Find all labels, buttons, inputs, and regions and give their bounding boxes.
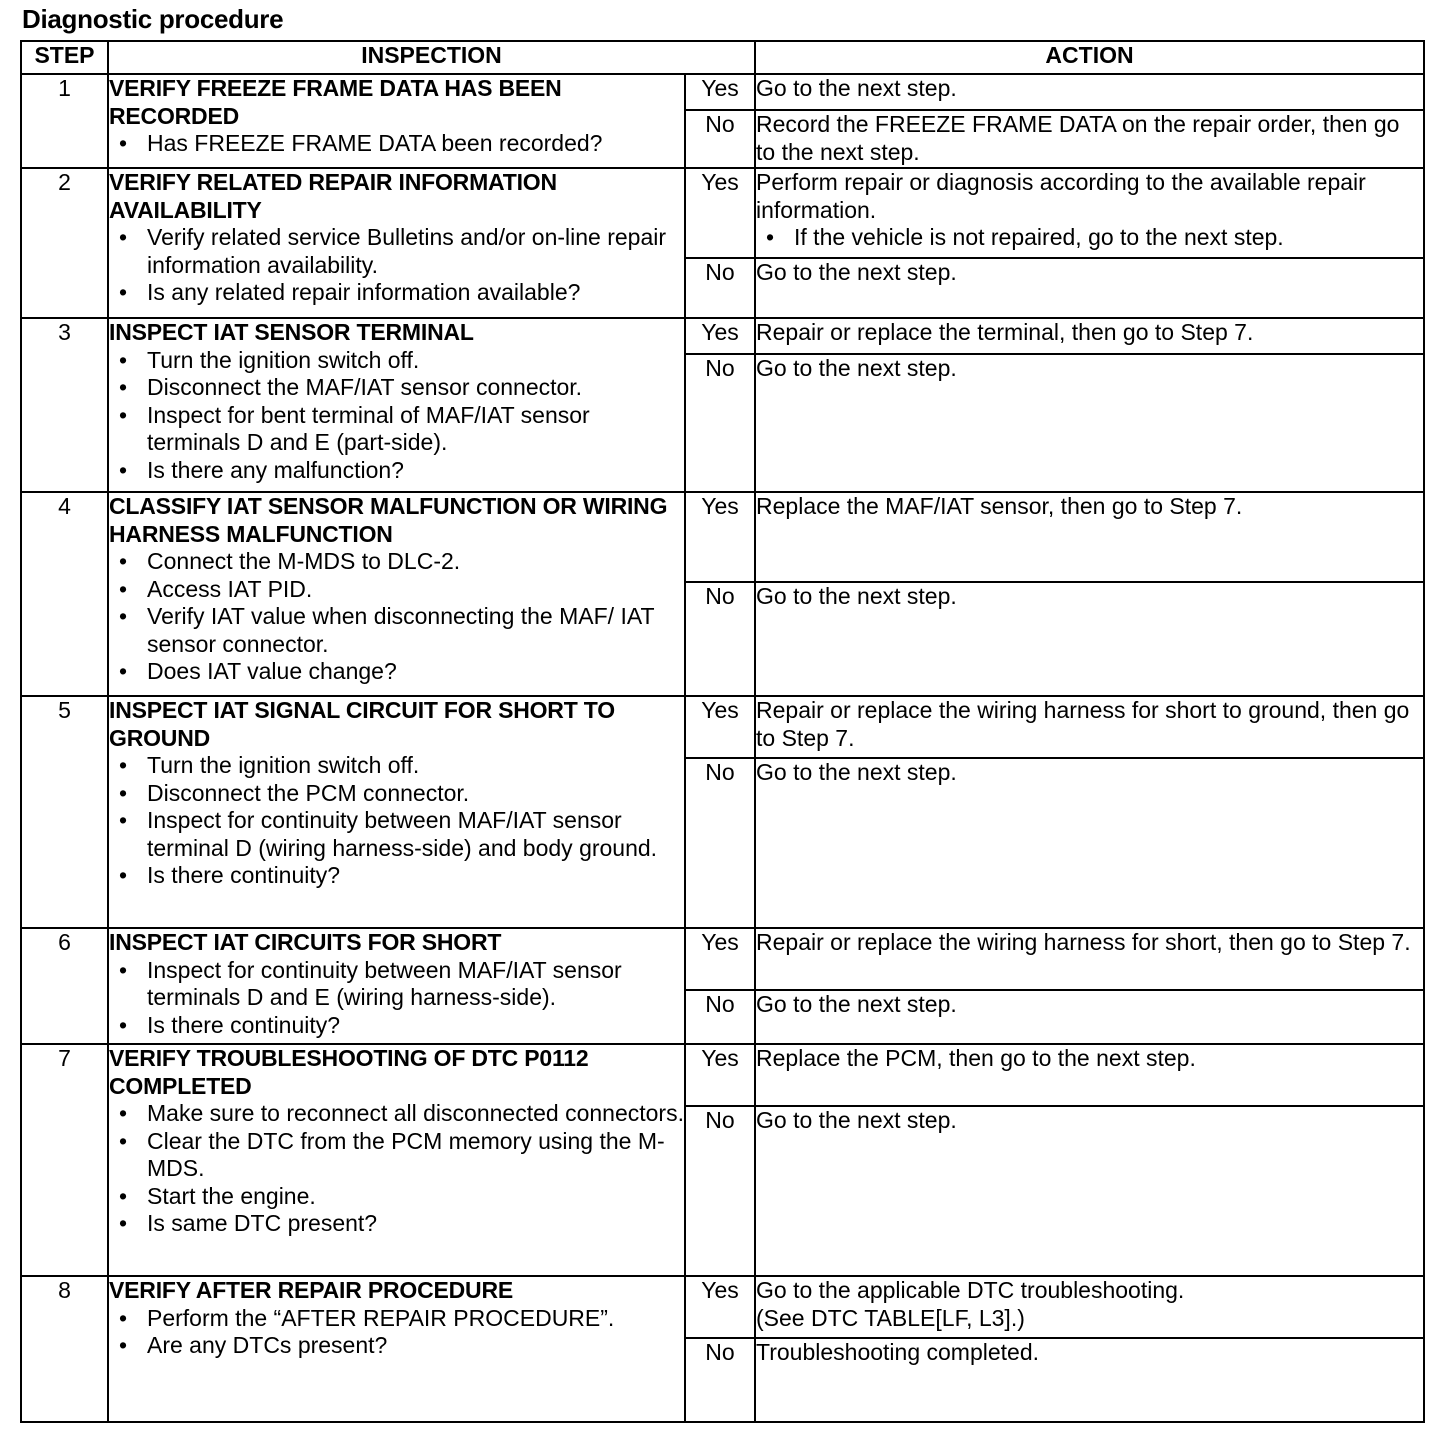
inspection-heading: INSPECT IAT SENSOR TERMINAL — [109, 319, 474, 345]
step-number: 7 — [21, 1044, 108, 1276]
no-action — [755, 758, 1424, 928]
no-label: No — [685, 1106, 755, 1276]
yes-action — [755, 318, 1424, 354]
inspection-bullet: • Turn the ignition switch off. — [109, 347, 684, 375]
step-number: 4 — [21, 492, 108, 696]
page-title: Diagnostic procedure — [22, 4, 284, 34]
no-action-text: Record the FREEZE FRAME DATA on the repair order, then go to the next step. — [756, 111, 1400, 165]
yes-action-text: Repair or replace the wiring harness for short, then go to Step 7. — [756, 929, 1411, 955]
yes-label: Yes — [685, 696, 755, 758]
inspection-bullet: • Are any DTCs present? — [109, 1332, 684, 1360]
yes-action — [755, 1044, 1424, 1106]
no-action — [755, 110, 1424, 168]
no-action-text: Troubleshooting completed. — [756, 1339, 1040, 1365]
inspection-bullet: • Perform the “AFTER REPAIR PROCEDURE”. — [109, 1305, 684, 1333]
step-row-4 — [21, 492, 1424, 582]
inspection-bullet: • Is same DTC present? — [109, 1210, 684, 1238]
yes-action-text: Go to the next step. — [756, 75, 957, 101]
inspection-bullet: • Connect the M-MDS to DLC-2. — [109, 548, 684, 576]
inspection-cell — [108, 1044, 685, 1276]
yes-action — [755, 928, 1424, 990]
inspection-bullet: • Clear the DTC from the PCM memory using the M-MDS. — [109, 1128, 684, 1183]
yes-label: Yes — [685, 1044, 755, 1106]
no-label: No — [685, 1338, 755, 1422]
inspection-cell — [108, 168, 685, 318]
inspection-bullet-list — [109, 1305, 684, 1360]
inspection-bullet-list — [109, 1100, 684, 1238]
step-number: 5 — [21, 696, 108, 928]
inspection-heading: INSPECT IAT SIGNAL CIRCUIT FOR SHORT TO GROUND — [109, 697, 615, 751]
yes-action — [755, 74, 1424, 110]
inspection-cell — [108, 74, 685, 168]
step-number: 2 — [21, 168, 108, 318]
step-row-7 — [21, 1044, 1424, 1106]
step-number: 6 — [21, 928, 108, 1044]
inspection-bullet-list — [109, 752, 684, 890]
no-label: No — [685, 258, 755, 318]
step-number: 8 — [21, 1276, 108, 1422]
yes-label: Yes — [685, 928, 755, 990]
inspection-bullet: • Disconnect the PCM connector. — [109, 780, 684, 808]
table-header-row — [21, 41, 1424, 74]
inspection-heading: VERIFY TROUBLESHOOTING OF DTC P0112 COMPLETED — [109, 1045, 589, 1099]
no-action — [755, 1338, 1424, 1422]
yes-action — [755, 168, 1424, 258]
step-row-1 — [21, 74, 1424, 110]
inspection-heading: VERIFY RELATED REPAIR INFORMATION AVAILABILITY — [109, 169, 557, 223]
step-row-2 — [21, 168, 1424, 258]
inspection-bullet: • Disconnect the MAF/IAT sensor connector. — [109, 374, 684, 402]
no-label: No — [685, 582, 755, 696]
yes-action — [755, 696, 1424, 758]
yes-action-text: Go to the applicable DTC troubleshooting. — [756, 1277, 1185, 1303]
inspection-cell — [108, 492, 685, 696]
no-action — [755, 258, 1424, 318]
inspection-bullet: • Make sure to reconnect all disconnected connectors. — [109, 1100, 684, 1128]
no-action — [755, 1106, 1424, 1276]
yes-label: Yes — [685, 492, 755, 582]
inspection-column-header: INSPECTION — [108, 41, 755, 74]
inspection-bullet: • Inspect for continuity between MAF/IAT sensor terminal D (wiring harness-side) and body ground. — [109, 807, 684, 862]
no-label: No — [685, 110, 755, 168]
inspection-bullet: • Does IAT value change? — [109, 658, 684, 686]
inspection-bullet-list — [109, 130, 684, 158]
inspection-heading: INSPECT IAT CIRCUITS FOR SHORT — [109, 929, 502, 955]
diagnostic-procedure-table — [20, 40, 1425, 1423]
no-action — [755, 582, 1424, 696]
yes-action-bullet: • If the vehicle is not repaired, go to the next step. — [756, 224, 1423, 252]
inspection-bullet: • Start the engine. — [109, 1183, 684, 1211]
step-row-6 — [21, 928, 1424, 990]
step-column-header: STEP — [21, 41, 108, 74]
yes-action-bullet-list — [756, 224, 1423, 252]
step-number: 1 — [21, 74, 108, 168]
step-number: 3 — [21, 318, 108, 492]
inspection-bullet: • Verify IAT value when disconnecting the MAF/ IAT sensor connector. — [109, 603, 684, 658]
yes-action-text: Replace the PCM, then go to the next step. — [756, 1045, 1196, 1071]
inspection-bullet: • Is there continuity? — [109, 862, 684, 890]
yes-label: Yes — [685, 168, 755, 258]
step-row-8 — [21, 1276, 1424, 1338]
inspection-heading: CLASSIFY IAT SENSOR MALFUNCTION OR WIRING HARNESS MALFUNCTION — [109, 493, 668, 547]
inspection-bullet: • Access IAT PID. — [109, 576, 684, 604]
yes-action — [755, 1276, 1424, 1338]
inspection-bullet: • Is there continuity? — [109, 1012, 684, 1040]
inspection-cell — [108, 928, 685, 1044]
inspection-bullet: • Turn the ignition switch off. — [109, 752, 684, 780]
yes-action-text: Repair or replace the terminal, then go to Step 7. — [756, 319, 1254, 345]
inspection-bullet-list — [109, 957, 684, 1040]
no-label: No — [685, 990, 755, 1044]
yes-label: Yes — [685, 1276, 755, 1338]
inspection-bullet-list — [109, 548, 684, 686]
no-action — [755, 990, 1424, 1044]
inspection-bullet-list — [109, 347, 684, 485]
no-label: No — [685, 758, 755, 928]
inspection-bullet-list — [109, 224, 684, 307]
inspection-heading: VERIFY FREEZE FRAME DATA HAS BEEN RECORDED — [109, 75, 562, 129]
no-action-text: Go to the next step. — [756, 1107, 957, 1133]
yes-action-text: Replace the MAF/IAT sensor, then go to Step 7. — [756, 493, 1243, 519]
yes-action-text: Repair or replace the wiring harness for short to ground, then go to Step 7. — [756, 697, 1410, 751]
no-action-text: Go to the next step. — [756, 583, 957, 609]
no-action-text: Go to the next step. — [756, 759, 957, 785]
inspection-bullet: • Is any related repair information available? — [109, 279, 684, 307]
no-action-text: Go to the next step. — [756, 259, 957, 285]
yes-action-text: (See DTC TABLE[LF, L3].) — [756, 1304, 1025, 1331]
inspection-bullet: • Has FREEZE FRAME DATA been recorded? — [109, 130, 684, 158]
inspection-heading: VERIFY AFTER REPAIR PROCEDURE — [109, 1277, 513, 1303]
inspection-cell — [108, 696, 685, 928]
no-action-text: Go to the next step. — [756, 991, 957, 1017]
yes-action-text: Perform repair or diagnosis according to the available repair information. — [756, 169, 1366, 223]
no-label: No — [685, 354, 755, 492]
step-row-3 — [21, 318, 1424, 354]
yes-action — [755, 492, 1424, 582]
inspection-bullet: • Verify related service Bulletins and/or on-line repair information availability. — [109, 224, 684, 279]
no-action — [755, 354, 1424, 492]
no-action-text: Go to the next step. — [756, 355, 957, 381]
yes-label: Yes — [685, 318, 755, 354]
action-column-header: ACTION — [755, 41, 1424, 74]
yes-label: Yes — [685, 74, 755, 110]
inspection-cell — [108, 318, 685, 492]
inspection-bullet: • Inspect for continuity between MAF/IAT sensor terminals D and E (wiring harness-side). — [109, 957, 684, 1012]
inspection-bullet: • Is there any malfunction? — [109, 457, 684, 485]
inspection-cell — [108, 1276, 685, 1422]
step-row-5 — [21, 696, 1424, 758]
inspection-bullet: • Inspect for bent terminal of MAF/IAT sensor terminals D and E (part-side). — [109, 402, 684, 457]
